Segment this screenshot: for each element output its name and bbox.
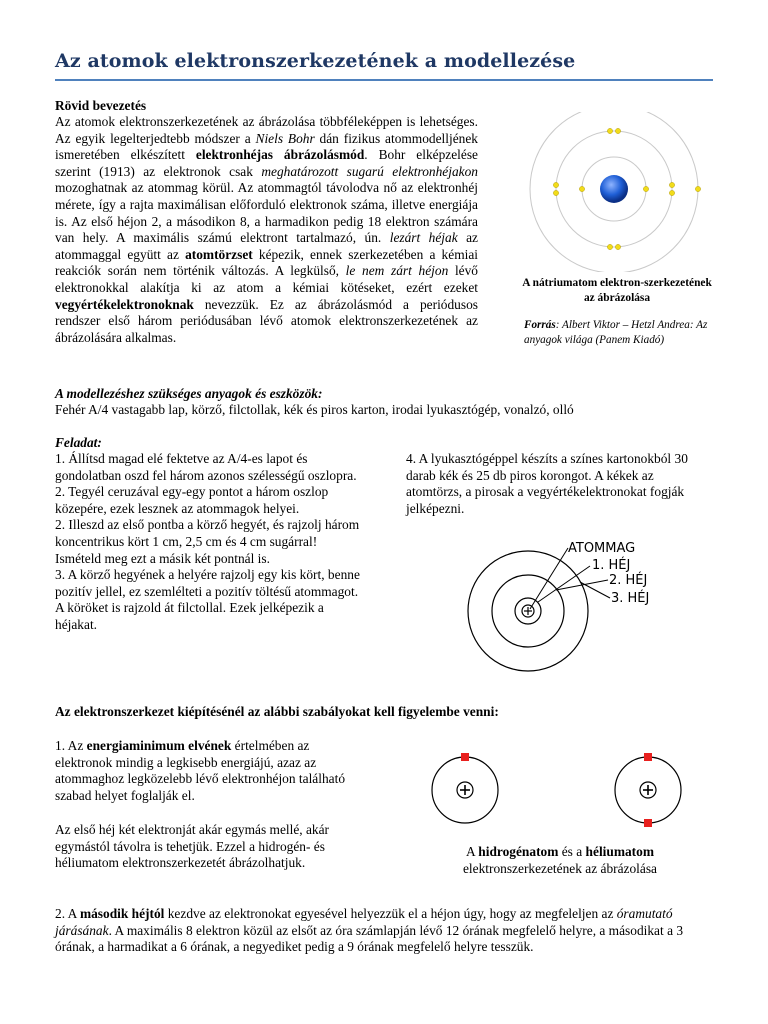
sodium-source: Forrás: Albert Viktor – Hetzl Andrea: Az anyagok világa (Panem Kiadó) <box>524 319 708 346</box>
intro-paragraph: Az atomok elektronszerkezetének az ábrázolása többféleképpen is lehetséges. Az egyik legelterjedtebb módszer a Niels Bohr dán fizikus atommodelljének ismeretében elkészített elektronhéjas ábrázolásmód. Bohr elképzelése szerint (1913) az elektronok csak meghatározott sugarú elektronhéjakon mozoghatnak az atommag körül. Az atommagtól távolodva nő az elektronhéj mérete, így a rajta maximálisan előforduló elektronok száma, illetve energiája is. Az első héjon 2, a másodikon 8, a harmadikon pedig 18 elektron számára van hely. A maximális számú elektront tartalmazó, ún. lezárt héjak az atommaggal együtt az atomtörzset képezik, ennek szerkezetében a kémiai reakciók során nem történik változás. A legkülső, le nem zárt héjon lévő elektronokkal alakítja ki az atom a kémiai kötéseket, ezért ezeket vegyértékelektronoknak nevezzük. Ez az ábrázolásmód a periódusos rendszer első három periódusában lévő atomok elektronszerkezetének az ábrázolására alkalmas. <box>55 114 479 345</box>
nucleus-icon <box>600 175 628 203</box>
task-step-2: 2. Tegyél ceruzával egy-egy pontot a három oszlop közepére, ezek lesznek az atommagok helyei. <box>55 484 329 516</box>
rule-2: 2. A második héjtól kezdve az elektronokat egyesével helyezzük el a héjon úgy, hogy az megfeleljen az óramutató járásának. A maximális 8 elektron közül az elsőt az óra számlapján lévő 12 órának megfelelő helyre, a másodikat a 3 órának, a harmadikat a 6 órának, a negyediket pedig a 9 órának megfelelő helyre tesszük. <box>55 906 684 955</box>
label-shell-3: 3. HÉJ <box>611 591 650 606</box>
task-heading: Feladat: <box>55 435 102 450</box>
shell-diagram <box>450 530 680 690</box>
rules-heading: Az elektronszerkezet kiépítésénél az alábbi szabályokat kell figyelembe venni: <box>55 704 499 719</box>
task-step-3: 2. Illeszd az első pontba a körző hegyét, és rajzolj három koncentrikus kört 1 cm, 2,5 cm és 4 cm sugárral! Ismételd meg ezt a másik két pontnál is. <box>55 517 360 566</box>
sodium-caption: A nátriumatom elektron-szerkezetének az ábrázolása <box>522 277 712 304</box>
rule-1: 1. Az energiaminimum elvének értelmében az elektronok mindig a legkisebb energiájú, azaz az atommaghoz legközelebb lévő elektronhéjon található szabad helyet foglalják el. <box>55 738 346 803</box>
label-shell-1: 1. HÉJ <box>592 558 631 573</box>
materials-text: Fehér A/4 vastagabb lap, körző, filctollak, kék és piros karton, irodai lyukasztógép, vonalzó, olló <box>55 402 574 417</box>
helium-electron-1-icon <box>644 753 652 761</box>
task-step-5: 4. A lyukasztógéppel készíts a színes kartonokból 30 darab kék és 25 db piros korongot. A kékek az atomtörzs, a pirosak a vegyértékelektronokat fogják jelképezni. <box>406 451 688 516</box>
page-title: Az atomok elektronszerkezetének a modellezése <box>55 50 576 72</box>
label-shell-2: 2. HÉJ <box>609 573 648 588</box>
h-he-caption: A hidrogénatom és a héliumatom elektronszerkezetének az ábrázolása <box>462 844 658 876</box>
task-step-4: 3. A körző hegyének a helyére rajzolj egy kis kört, benne pozitív jellel, ez szemlélteti a pozitív töltésű atommagot. A köröket is rajzold át filctollal. Ezek jelképezik a héjakat. <box>55 567 360 632</box>
task-steps-left <box>55 451 365 634</box>
materials-heading: A modellezéshez szükséges anyagok és eszközök: <box>55 386 323 401</box>
intro-heading: Rövid bevezetés <box>55 98 147 113</box>
hydrogen-electron-icon <box>461 753 469 761</box>
sodium-atom-diagram <box>522 112 712 272</box>
label-atommag: ATOMMAG <box>568 541 636 556</box>
helium-electron-2-icon <box>644 819 652 827</box>
task-step-1: 1. Állítsd magad elé fektetve az A/4-es lapot és gondolatban oszd fel három azonos szélességű oszlopra. <box>55 451 357 483</box>
title-rule <box>55 79 713 81</box>
rule-1-paragraph-2: Az első héj két elektronját akár egymás mellé, akár egymástól távolra is tehetjük. Ezzel a hidrogén- és héliumatom elektronszerkezetét ábrázolhatjuk. <box>55 822 330 871</box>
h-he-atom-diagram <box>420 745 710 840</box>
